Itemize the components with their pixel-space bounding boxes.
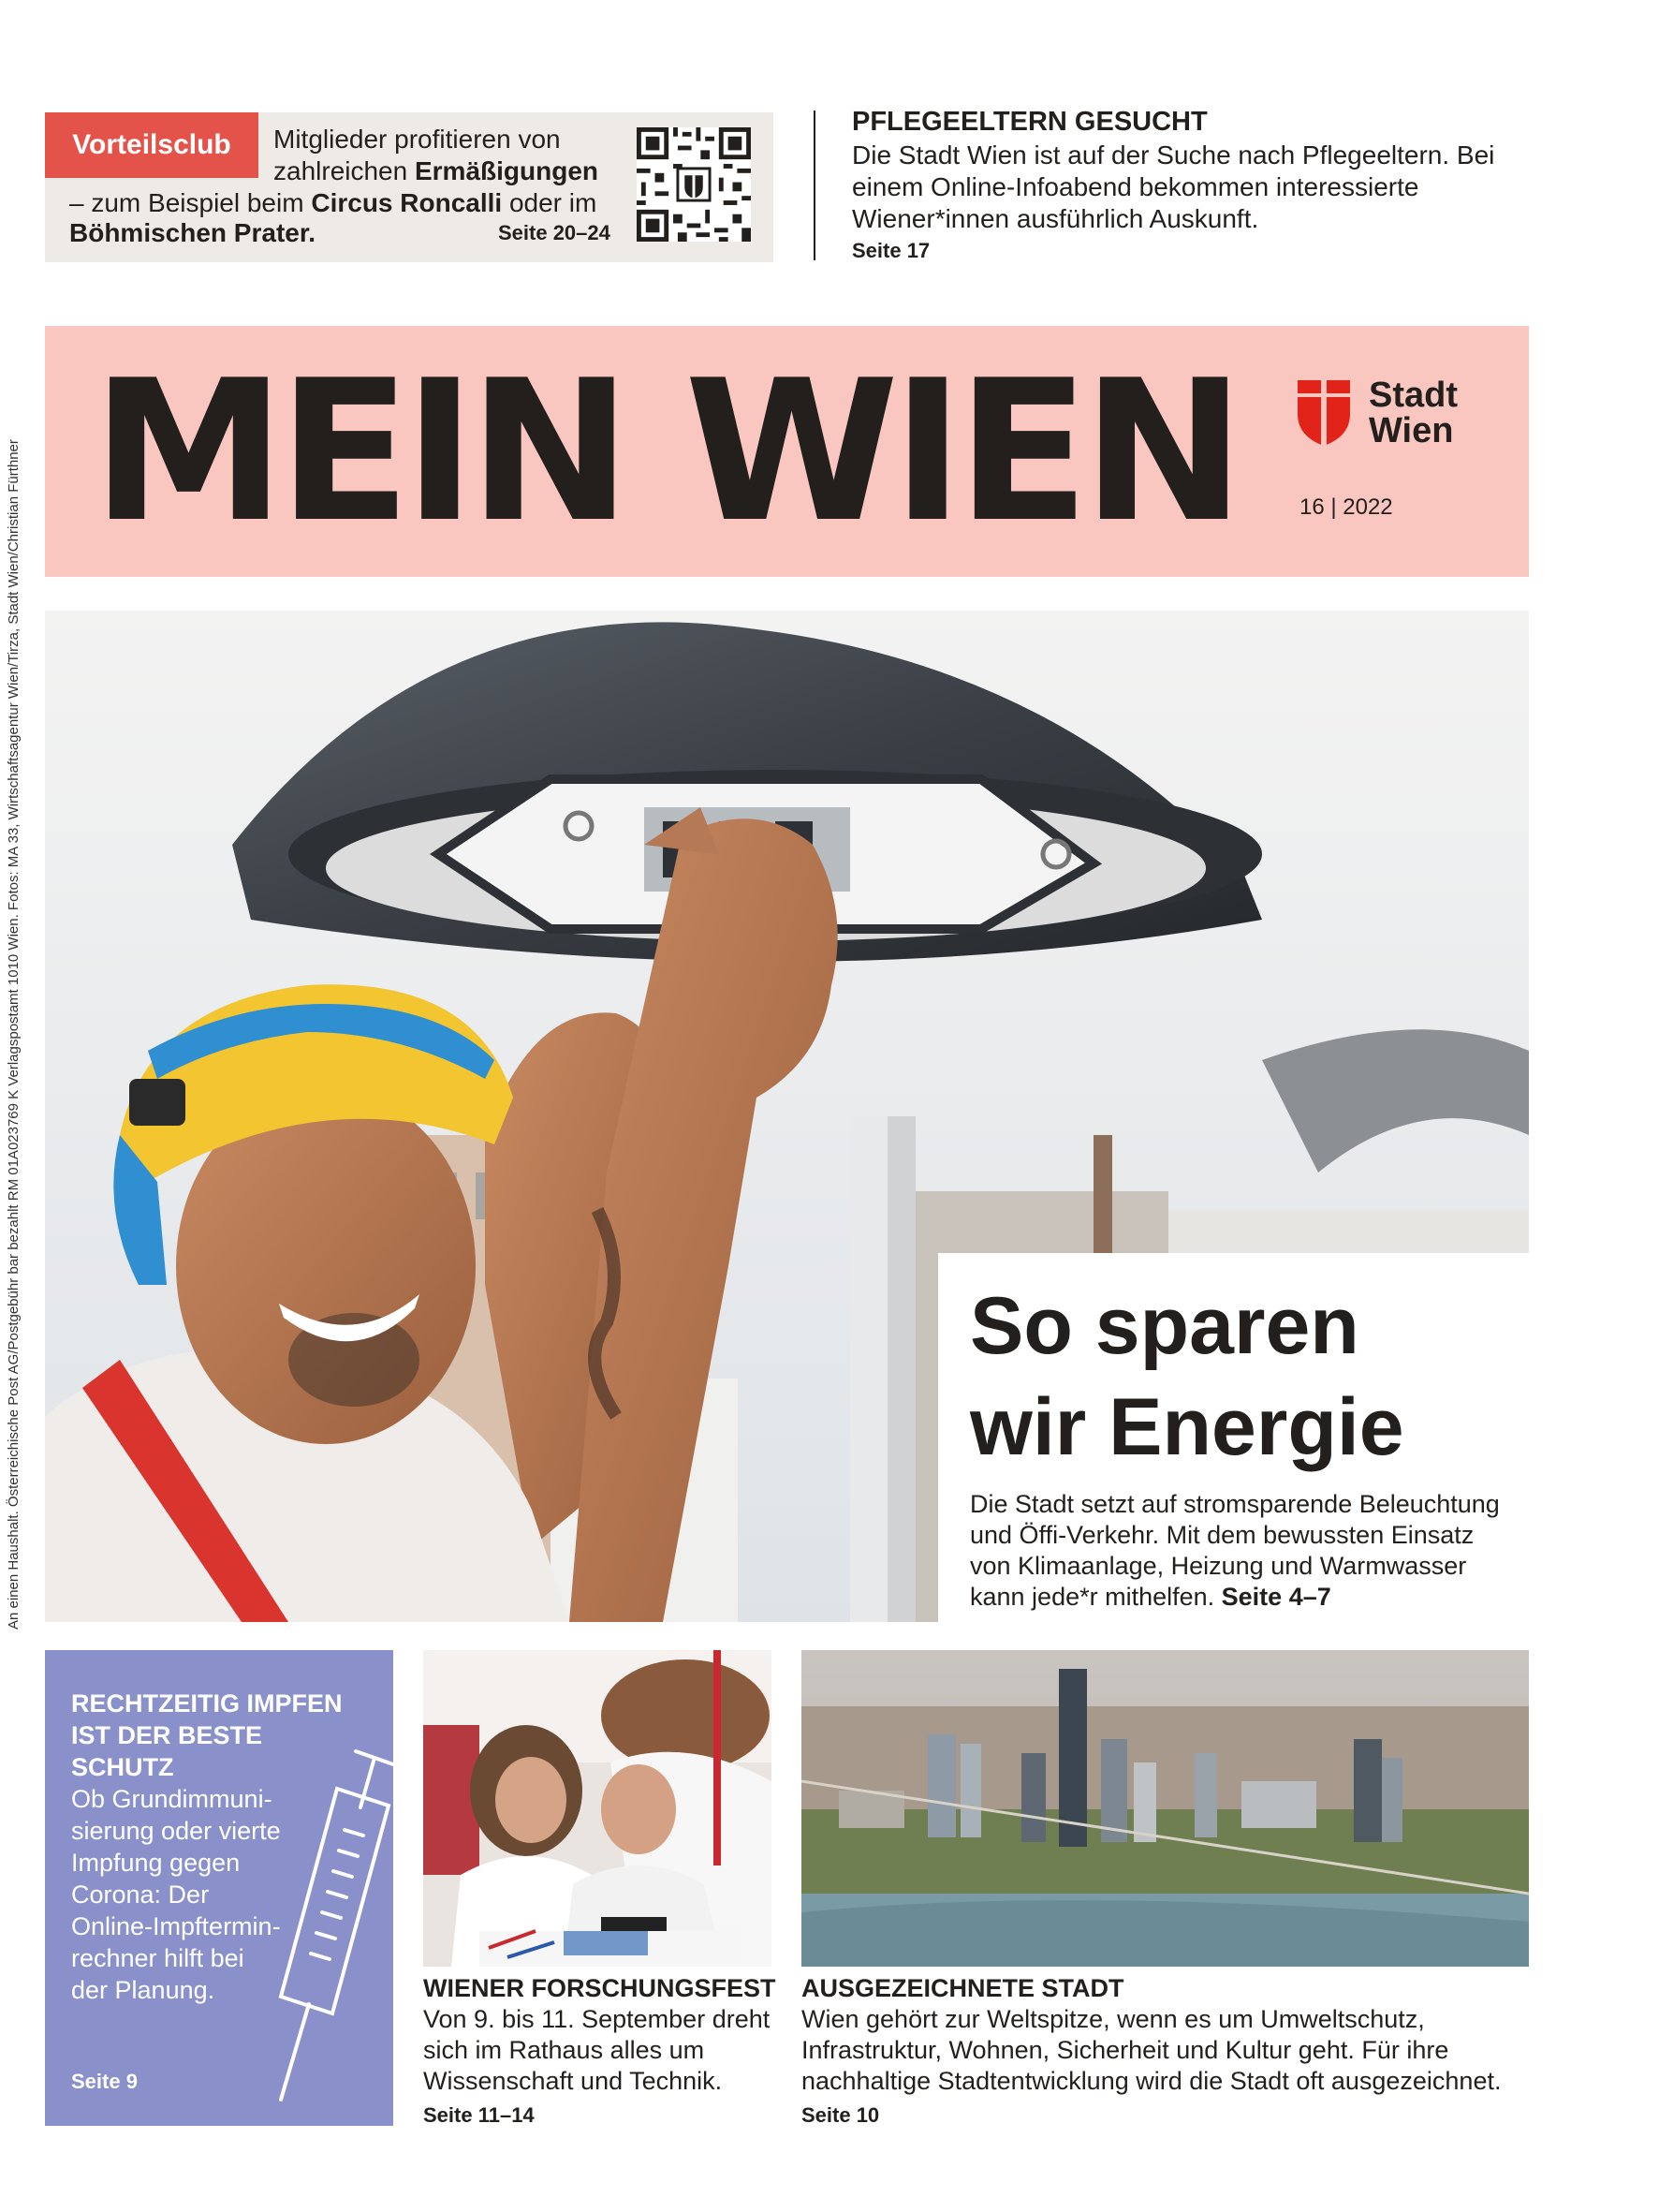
forschungsfest-text: Von 9. bis 11. September dreht sich im Rathaus alles um Wissenschaft und Technik. xyxy=(423,2005,771,2095)
pflegeeltern-text: Die Stadt Wien ist auf der Suche nach Pflegeeltern. Bei einem Online-Infoabend bekommen interessierte Wiener*innen ausführlich Auskunft. xyxy=(852,140,1495,233)
club-text-line1: Mitglieder profitieren von xyxy=(273,125,561,154)
impfen-heading: RECHTZEITIG IMPFEN IST DER BESTE SCHUTZ xyxy=(71,1689,343,1781)
teaser-text: Die Stadt setzt auf stromsparende Beleuchtung und Öffi-Verkehr. Mit dem bewussten Einsatz von Klimaanlage, Heizung und Warmwasser kann jede*r mithelfen. xyxy=(970,1490,1500,1611)
club-text-line2: zahlreichen Ermäßigungen xyxy=(273,156,598,185)
impfen-text: Ob Grundimmuni-sierung oder vierte Impfung gegen Corona: Der Online-Impftermin-rechner hilft bei der Planung. xyxy=(71,1785,281,2004)
city-aerial-photo[interactable] xyxy=(801,1650,1529,1967)
headline-teaser xyxy=(970,1489,1504,1613)
qr-code-icon[interactable] xyxy=(637,127,751,242)
impfen-page-ref: Seite 9 xyxy=(71,2070,138,2093)
club-page-ref: Seite 20–24 xyxy=(498,221,610,244)
club-text-line4: Böhmischen Prater. xyxy=(69,218,316,247)
side-credit: An einen Haushalt. Österreichische Post AG/Postgebühr bar bezahlt RM 01A023769 K Verlagspostamt 1010 Wien. Fotos: MA 33, Wirtschaftsagentur Wien/Tirza, Stadt Wien/Christian Fürthner xyxy=(6,439,22,1630)
stadt-wien-logo-icon xyxy=(1298,380,1350,446)
forschungsfest-heading: WIENER FORSCHUNGSFEST xyxy=(423,1974,776,2002)
pflegeeltern-page-ref: Seite 17 xyxy=(852,239,931,262)
logo-text-wien: Wien xyxy=(1369,411,1454,450)
headline-line1: So sparen xyxy=(970,1281,1359,1371)
vorteilsclub-tag: Vorteilsclub xyxy=(45,112,258,178)
headline-page-ref: Seite 4–7 xyxy=(1221,1583,1331,1611)
headline-line2: wir Energie xyxy=(970,1382,1404,1472)
stadt-page-ref: Seite 10 xyxy=(801,2103,880,2127)
club-text-line3: – zum Beispiel beim Circus Roncalli oder im xyxy=(69,188,597,217)
stadt-text: Wien gehört zur Weltspitze, wenn es um Umweltschutz, Infrastruktur, Wohnen, Sicherheit und Kultur geht. Für ihre nachhaltige Stadtentwicklung wird die Stadt oft ausgezeichnet. xyxy=(801,2005,1502,2095)
stadt-heading: AUSGEZEICHNETE STADT xyxy=(801,1974,1124,2002)
forschungsfest-photo[interactable] xyxy=(423,1650,771,1967)
divider xyxy=(814,111,815,260)
issue-number: 16 | 2022 xyxy=(1299,494,1393,520)
forschungsfest-page-ref: Seite 11–14 xyxy=(423,2103,535,2127)
masthead-title: MEIN WIEN xyxy=(92,339,1238,566)
main-headline[interactable] xyxy=(970,1276,1404,1478)
pflegeeltern-heading[interactable]: PFLEGEELTERN GESUCHT xyxy=(852,107,1208,137)
logo-text-stadt: Stadt xyxy=(1369,376,1458,415)
